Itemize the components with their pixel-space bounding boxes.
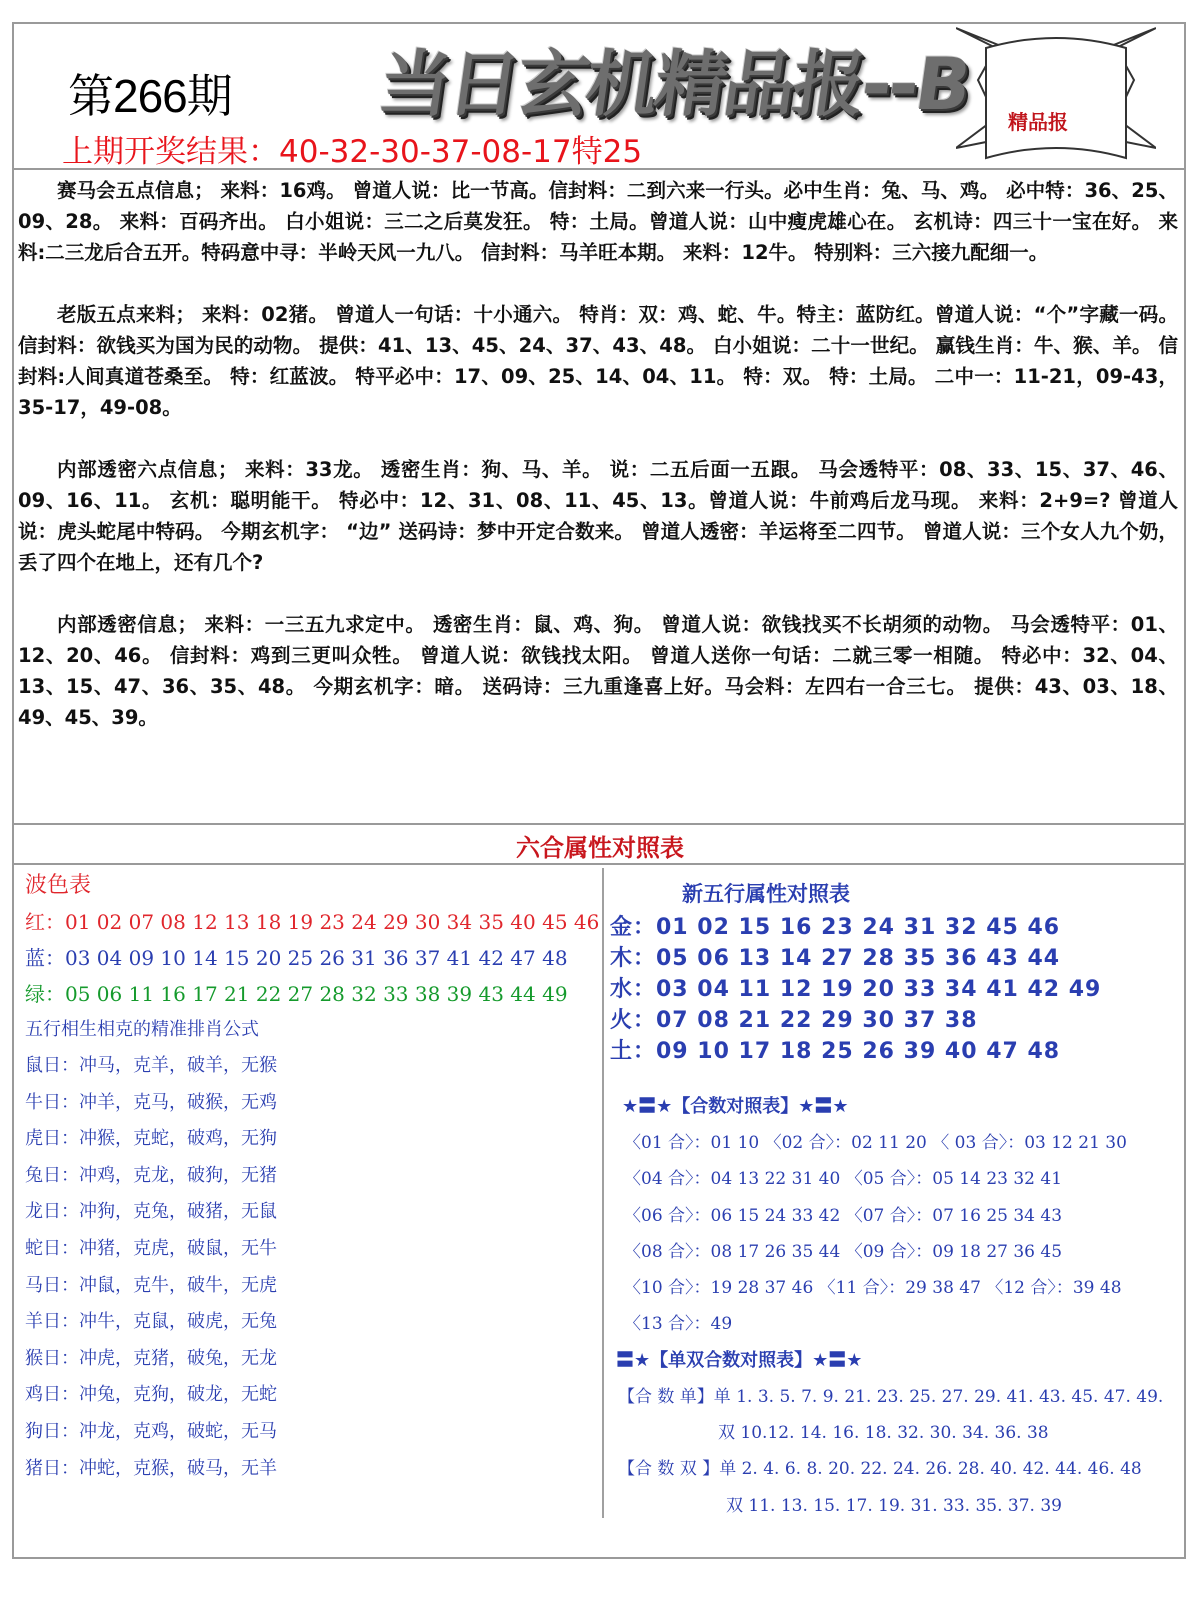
- green-wave-row: 绿：05 06 11 16 17 21 22 27 28 32 33 38 39 43 44 49: [25, 982, 568, 1006]
- zodiac-day-row: 羊日：冲牛，克鼠，破虎，无兔: [25, 1311, 277, 1333]
- zodiac-day-row: 狗日：冲龙，克鸡，破蛇，无马: [25, 1420, 277, 1442]
- heshu-shuang-shuang-row: 双 11. 13. 15. 17. 19. 31. 33. 35. 37. 39: [726, 1495, 1062, 1516]
- table-title: 六合属性对照表: [516, 834, 684, 862]
- heshu-shuang-row: 【合 数 双 】单 2. 4. 6. 8. 20. 22. 24. 26. 28. 40. 42. 44. 46. 48: [618, 1459, 1142, 1480]
- formula-title: 五行相生相克的精准排肖公式: [25, 1019, 259, 1040]
- danshuang-title: 〓★【单双合数对照表】★〓★: [616, 1349, 863, 1371]
- news-paragraph: 老版五点来料； 来料：02猪。 曾道人一句话：十小通六。 特肖：双：鸡、蛇、牛。特主：蓝防红。曾道人说：“个”字藏一码。信封料：欲钱买为国为民的动物。 提供：41、13、45、24、37、43、48。 白小姐说：二十一世纪。 赢钱生肖：牛、猴、羊。 信封料:人间真道苍桑至。 特：红蓝波。 特平必中：17、09、25、14、04、11。 特：双。 特：土局。 二中一：11-21，09-43，35-17，49-08。: [18, 303, 1178, 419]
- column-divider: [602, 868, 604, 1518]
- heshu-title: ★〓★【合数对照表】★〓★: [622, 1096, 849, 1117]
- heshu-dan-shuang-row: 双 10.12. 14. 16. 18. 32. 30. 34. 36. 38: [718, 1423, 1049, 1444]
- heshu-row: 〈08 合〉：08 17 26 35 44 〈09 合〉：09 18 27 36 45: [624, 1241, 1063, 1262]
- table-divider: [12, 823, 1186, 825]
- badge-label: 精品报: [1008, 110, 1068, 134]
- wuxing-row: 金：01 02 15 16 23 24 31 32 45 46: [610, 915, 1061, 940]
- heshu-row: 〈06 合〉：06 15 24 33 42 〈07 合〉：07 16 25 34 43: [624, 1205, 1063, 1226]
- zodiac-day-row: 虎日：冲猴，克蛇，破鸡，无狗: [25, 1128, 277, 1150]
- news-paragraph: 内部透密六点信息； 来料：33龙。 透密生肖：狗、马、羊。 说：二五后面一五跟。 马会透特平：08、33、15、37、46、09、16、11。 玄机：聪明能干。 特必中：12、31、08、11、45、13。曾道人说：牛前鸡后龙马现。 来料：2+9=? 曾道人说：虎头蛇尾中特码。 今期玄机字： “边” 送码诗：梦中开定合数来。 曾道人透密：羊运将至二四节。 曾道人说：三个女人九个奶，丢了四个在地上，还有几个?: [18, 458, 1178, 574]
- wave-color-title: 波色表: [25, 873, 92, 898]
- zodiac-day-row: 马日：冲鼠，克牛，破牛，无虎: [25, 1274, 277, 1296]
- blue-wave-row: 蓝：03 04 09 10 14 15 20 25 26 31 36 37 41 42 47 48: [25, 946, 568, 970]
- zodiac-day-row: 猪日：冲蛇，克猴，破马，无羊: [25, 1457, 277, 1479]
- right-column: [610, 876, 1180, 1524]
- zodiac-day-row: 蛇日：冲猪，克虎，破鼠，无牛: [25, 1237, 277, 1259]
- news-paragraph: 赛马会五点信息； 来料：16鸡。 曾道人说：比一节高。信封料：二到六来一行头。必中生肖：兔、马、鸡。 必中特：36、25、09、28。 来料：百码齐出。 白小姐说：三二之后莫发狂。 特：土局。曾道人说：山中瘦虎雄心在。 玄机诗：四三十一宝在好。 来料:二三龙后合五开。特码意中寻：半岭天风一九八。 信封料：马羊旺本期。 来料：12牛。 特别料：三六接九配细一。: [18, 179, 1178, 264]
- zodiac-day-row: 龙日：冲狗，克兔，破猪，无鼠: [25, 1201, 277, 1223]
- last-result: 上期开奖结果：40-32-30-37-08-17特25: [62, 134, 643, 170]
- zodiac-day-row: 鸡日：冲兔，克狗，破龙，无蛇: [25, 1384, 277, 1406]
- scroll-banner-icon: [956, 18, 1156, 168]
- wuxing-row: 火：07 08 21 22 29 30 37 38: [610, 1008, 978, 1033]
- news-paragraph: 内部透密信息； 来料：一三五九求定中。 透密生肖：鼠、鸡、狗。 曾道人说：欲钱找买不长胡须的动物。 马会透特平：01、12、20、46。 信封料：鸡到三更叫众牲。 曾道人说：欲钱找太阳。 曾道人送你一句话：二就三零一相随。 特必中：32、04、13、15、47、36、35、48。 今期玄机字：暗。 送码诗：三九重逢喜上好。马会料：左四右一合三七。 提供：43、03、18、49、45、39。: [18, 613, 1178, 729]
- wuxing-row: 水：03 04 11 12 19 20 33 34 41 42 49: [610, 977, 1102, 1002]
- header-divider: [12, 168, 1186, 170]
- table-title-divider: [12, 863, 1186, 865]
- wuxing-row: 土：09 10 17 18 25 26 39 40 47 48: [610, 1039, 1061, 1064]
- issue-number: 第266期: [68, 70, 232, 122]
- heshu-row: 〈04 合〉：04 13 22 31 40 〈05 合〉：05 14 23 32 41: [624, 1169, 1063, 1190]
- heshu-row: 〈13 合〉：49: [624, 1314, 733, 1335]
- brand-title: 当日玄机精品报--B: [373, 42, 974, 126]
- news-section: [18, 175, 1178, 764]
- zodiac-day-row: 兔日：冲鸡，克龙，破狗，无猪: [25, 1164, 277, 1186]
- red-wave-row: 红：01 02 07 08 12 13 18 19 23 24 29 30 34 35 40 45 46: [25, 910, 600, 934]
- zodiac-day-row: 牛日：冲羊，克马，破猴，无鸡: [25, 1091, 277, 1113]
- wuxing-title: 新五行属性对照表: [682, 882, 850, 906]
- zodiac-day-row: 猴日：冲虎，克猪，破兔，无龙: [25, 1347, 277, 1369]
- heshu-row: 〈01 合〉：01 10 〈02 合〉：02 11 20 〈 03 合〉：03 12 21 30: [624, 1133, 1127, 1153]
- zodiac-day-row: 鼠日：冲马，克羊，破羊，无猴: [25, 1055, 277, 1076]
- heshu-row: 〈10 合〉：19 28 37 46 〈11 合〉：29 38 47 〈12 合〉：39 48: [624, 1278, 1122, 1299]
- left-column: [25, 868, 600, 1487]
- wuxing-row: 木：05 06 13 14 27 28 35 36 43 44: [610, 946, 1061, 971]
- heshu-dan-row: 【合 数 单】单 1. 3. 5. 7. 9. 21. 23. 25. 27. 29. 41. 43. 45. 47. 49.: [618, 1386, 1164, 1407]
